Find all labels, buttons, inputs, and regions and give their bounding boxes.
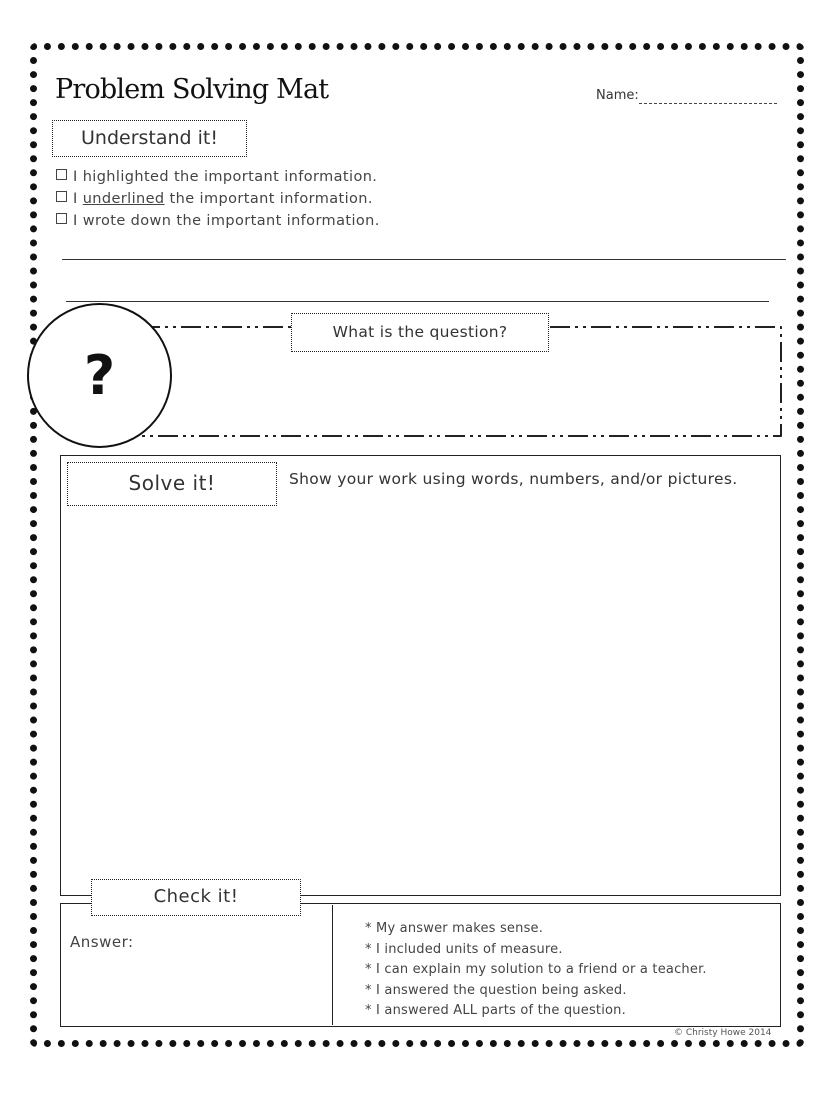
question-heading: What is the question? (291, 313, 549, 352)
criteria-item: * I answered ALL parts of the question. (365, 1003, 626, 1018)
question-mark-icon: ? (83, 344, 116, 407)
checklist-item[interactable]: I wrote down the important information. (56, 210, 380, 232)
checklist-item[interactable]: I underlined the important information. (56, 188, 380, 210)
question-circle (27, 303, 172, 448)
criteria-item: * I can explain my solution to a friend or a teacher. (365, 962, 707, 977)
criteria-item: * I included units of measure. (365, 941, 563, 957)
criteria-item: * I answered the question being asked. (365, 982, 627, 998)
solve-heading: Solve it! (67, 462, 277, 506)
copyright: © Christy Howe 2014 (674, 1028, 772, 1038)
criteria-item: * My answer makes sense. (365, 921, 544, 936)
checklist-item[interactable]: I highlighted the important information. (56, 166, 380, 188)
check-divider (332, 905, 333, 1025)
solve-instructions: Show your work using words, numbers, and/or pictures. (289, 470, 738, 488)
check-heading: Check it! (91, 879, 301, 916)
understand-heading: Understand it! (52, 120, 247, 157)
solve-work-area[interactable] (60, 455, 781, 896)
name-label: Name: (596, 88, 639, 103)
answer-label: Answer: (70, 933, 134, 951)
page-title: Problem Solving Mat (55, 74, 329, 105)
check-criteria (365, 919, 707, 1022)
